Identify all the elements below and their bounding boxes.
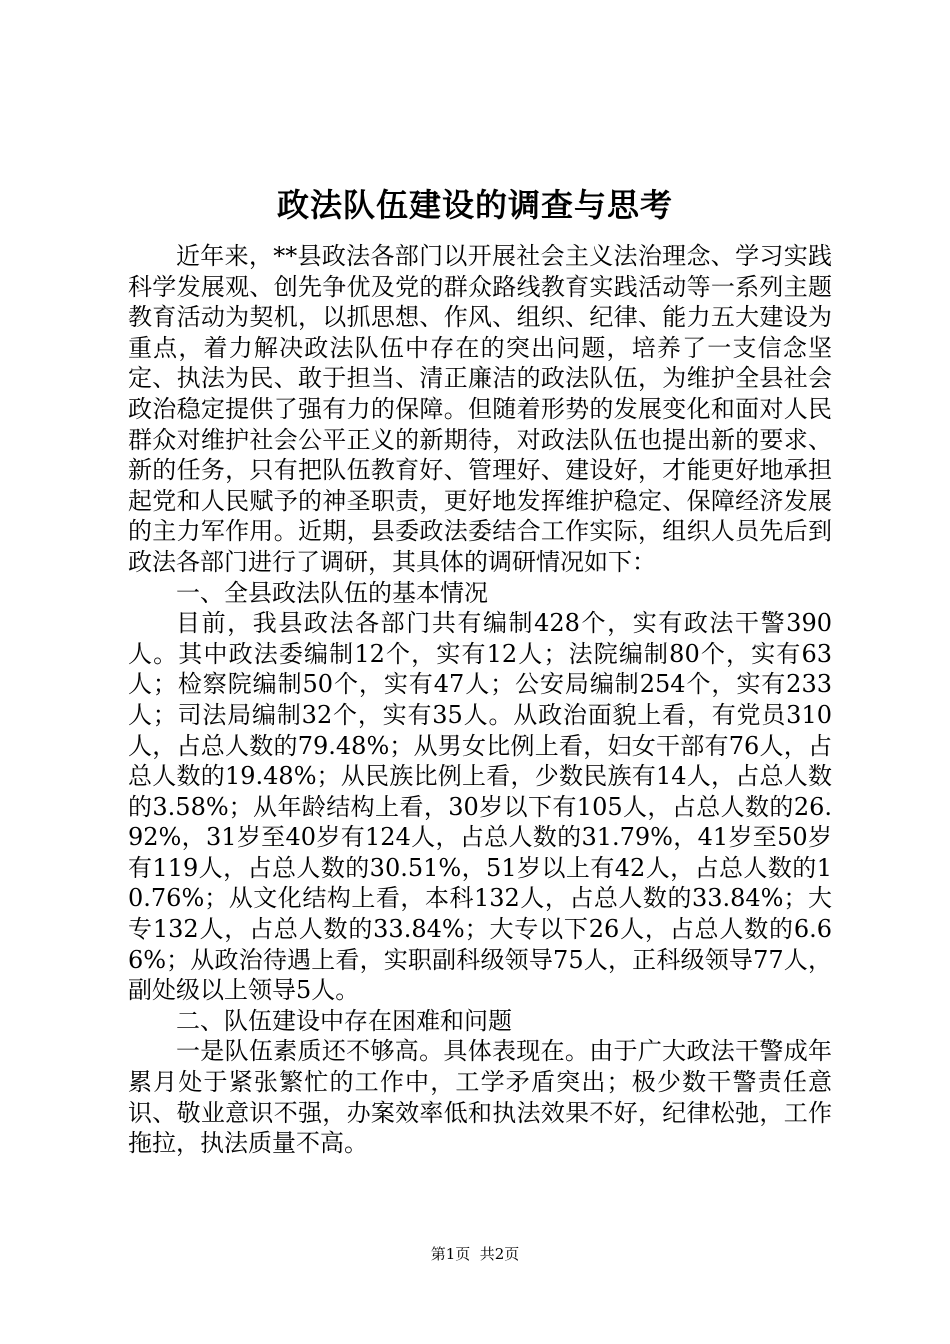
section-heading-1: 一、全县政法队伍的基本情况 bbox=[176, 578, 488, 607]
document-title: 政法队伍建设的调查与思考 bbox=[276, 186, 673, 224]
statistics-paragraph: 目前，我县政法各部门共有编制428个，实有政法干警390人。其中政法委编制12个，实有12人；法院编制80个，实有63人；检察院编制50个，实有47人；公安局编制254个，实有233人；司法局编制32个，实有35人。从政治面貌上看，有党员310人，占总人数的79.48%；从男女比例上看，妇女干部有76人，占总人数的19.48%；从民族比例上看，少数民族有14人，占总人数的3.58%；从年龄结构上看，30岁以下有105人，占总人数的26.92%，31岁至40岁有124人，占总人数的31.79%，41岁至50岁有119人，占总人数的30.51%，51岁以上有42人，占总人数的10.76%；从文化结构上看，本科132人，占总人数的33.84%；大专132人，占总人数的33.84%；大专以下26人，占总人数的6.66%；从政治待遇上看，实职副科级领导75人，正科级领导77人，副处级以上领导5人。 bbox=[128, 609, 832, 1005]
problem-paragraph: 一是队伍素质还不够高。具体表现在。由于广大政法干警成年累月处于紧张繁忙的工作中，工学矛盾突出；极少数干警责任意识、敬业意识不强，办案效率低和执法效果不好，纪律松弛，工作拖拉，执法质量不高。 bbox=[128, 1037, 832, 1158]
section-heading-2: 二、队伍建设中存在困难和问题 bbox=[176, 1006, 512, 1035]
document-body bbox=[128, 241, 832, 1159]
page-number: 第1页 共2页 bbox=[430, 1245, 520, 1263]
page-footer bbox=[0, 1244, 950, 1264]
intro-paragraph: 近年来，**县政法各部门以开展社会主义法治理念、学习实践科学发展观、创先争优及党的群众路线教育实践活动等一系列主题教育活动为契机，以抓思想、作风、组织、纪律、能力五大建设为重点，着力解决政法队伍中存在的突出问题，培养了一支信念坚定、执法为民、敢于担当、清正廉洁的政法队伍，为维护全县社会政治稳定提供了强有力的保障。但随着形势的发展变化和面对人民群众对维护社会公平正义的新期待，对政法队伍也提出新的要求、新的任务，只有把队伍教育好、管理好、建设好，才能更好地承担起党和人民赋予的神圣职责，更好地发挥维护稳定、保障经济发展的主力军作用。近期，县委政法委结合工作实际，组织人员先后到政法各部门进行了调研，其具体的调研情况如下： bbox=[128, 242, 832, 576]
